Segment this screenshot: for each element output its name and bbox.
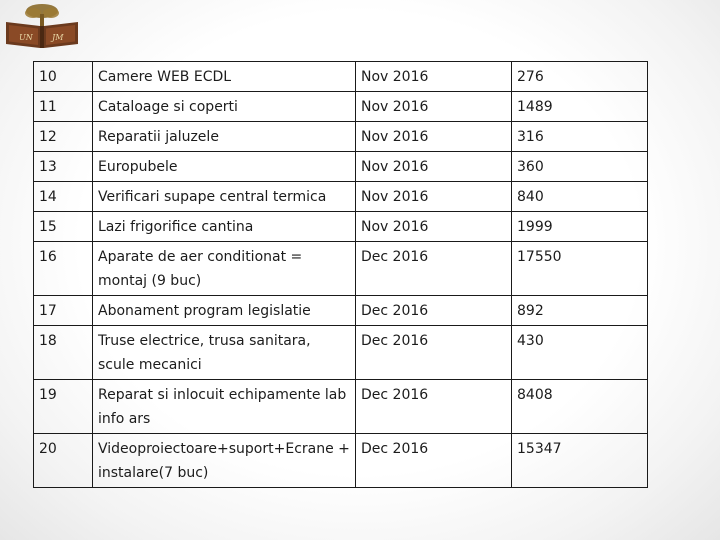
row-date: Nov 2016 xyxy=(356,62,512,92)
row-number: 18 xyxy=(34,326,93,380)
row-description: Reparatii jaluzele xyxy=(93,122,356,152)
row-description: Cataloage si coperti xyxy=(93,92,356,122)
logo-left-letters: UN xyxy=(19,33,33,42)
row-description: Camere WEB ECDL xyxy=(93,62,356,92)
row-number: 10 xyxy=(34,62,93,92)
row-value: 15347 xyxy=(512,434,648,488)
row-value: 316 xyxy=(512,122,648,152)
expenses-table xyxy=(33,61,648,488)
table-row xyxy=(34,296,648,326)
row-value: 8408 xyxy=(512,380,648,434)
row-date: Dec 2016 xyxy=(356,242,512,296)
row-number: 20 xyxy=(34,434,93,488)
row-description: Videoproiectoare+suport+Ecrane + instalare(7 buc) xyxy=(93,434,356,488)
university-logo xyxy=(0,0,84,52)
row-number: 17 xyxy=(34,296,93,326)
row-number: 12 xyxy=(34,122,93,152)
table-row xyxy=(34,182,648,212)
table-row xyxy=(34,212,648,242)
logo-emblem-icon xyxy=(0,0,84,52)
row-number: 14 xyxy=(34,182,93,212)
row-date: Dec 2016 xyxy=(356,326,512,380)
row-description: Truse electrice, trusa sanitara, scule mecanici xyxy=(93,326,356,380)
table-row xyxy=(34,380,648,434)
logo-right-letters: JM xyxy=(52,33,64,42)
row-date: Dec 2016 xyxy=(356,434,512,488)
row-date: Dec 2016 xyxy=(356,296,512,326)
table-row xyxy=(34,92,648,122)
row-description: Reparat si inlocuit echipamente lab info ars xyxy=(93,380,356,434)
row-description: Verificari supape central termica xyxy=(93,182,356,212)
row-date: Nov 2016 xyxy=(356,212,512,242)
row-date: Nov 2016 xyxy=(356,92,512,122)
row-number: 19 xyxy=(34,380,93,434)
row-value: 17550 xyxy=(512,242,648,296)
row-value: 430 xyxy=(512,326,648,380)
table-row xyxy=(34,242,648,296)
row-date: Dec 2016 xyxy=(356,380,512,434)
row-value: 360 xyxy=(512,152,648,182)
row-number: 16 xyxy=(34,242,93,296)
row-description: Abonament program legislatie xyxy=(93,296,356,326)
row-value: 1999 xyxy=(512,212,648,242)
row-description: Aparate de aer conditionat = montaj (9 buc) xyxy=(93,242,356,296)
table-row xyxy=(34,434,648,488)
row-description: Europubele xyxy=(93,152,356,182)
table-row xyxy=(34,122,648,152)
row-date: Nov 2016 xyxy=(356,122,512,152)
row-date: Nov 2016 xyxy=(356,152,512,182)
row-value: 892 xyxy=(512,296,648,326)
row-number: 13 xyxy=(34,152,93,182)
row-number: 15 xyxy=(34,212,93,242)
table-row xyxy=(34,62,648,92)
row-value: 276 xyxy=(512,62,648,92)
row-description: Lazi frigorifice cantina xyxy=(93,212,356,242)
table-row xyxy=(34,326,648,380)
row-date: Nov 2016 xyxy=(356,182,512,212)
row-value: 1489 xyxy=(512,92,648,122)
row-number: 11 xyxy=(34,92,93,122)
table-row xyxy=(34,152,648,182)
row-value: 840 xyxy=(512,182,648,212)
